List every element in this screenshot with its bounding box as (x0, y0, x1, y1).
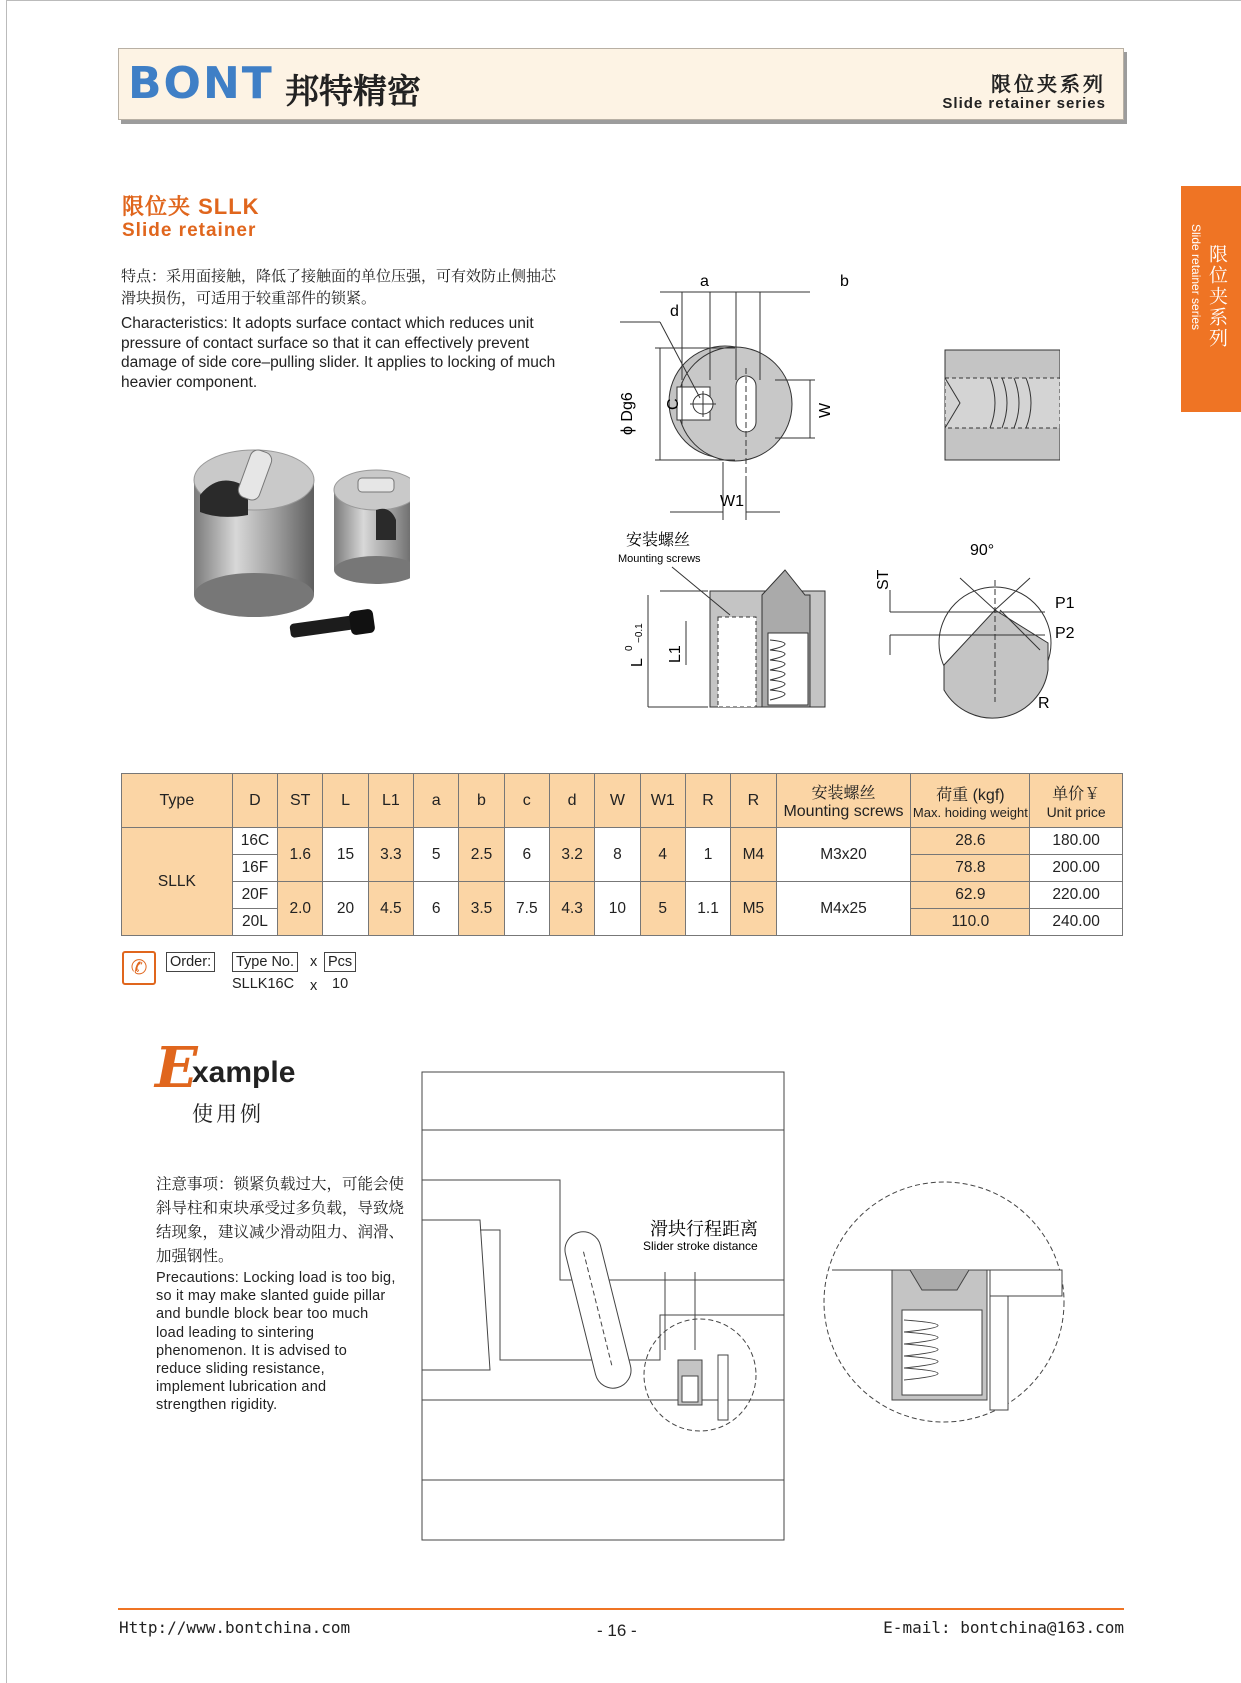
cell-dd: 3.2 (549, 828, 594, 882)
col-load-cn: 荷重 (kgf) (936, 786, 1005, 804)
col-l1: L1 (368, 774, 413, 828)
col-screw-cn: 安装螺丝 (811, 785, 876, 802)
logo: BONT (128, 58, 274, 109)
features-cn: 特点：采用面接触，降低了接触面的单位压强，可有效防止侧抽芯滑块损伤，可适用于较重部件的锁紧。 (121, 268, 557, 307)
dim-label-p2: P2 (1055, 625, 1075, 642)
order-example-qty: 10 (332, 976, 349, 992)
cell-w: 8 (595, 828, 640, 882)
cell-r: 1.1 (685, 882, 730, 936)
phone-icon[interactable]: ✆ (122, 951, 156, 985)
footer-divider (118, 1608, 1124, 1610)
col-w1: W1 (640, 774, 685, 828)
cell-load: 62.9 (911, 882, 1030, 909)
stroke-label-cn: 滑块行程距离 (650, 1219, 758, 1239)
table-header-row (122, 774, 1123, 828)
product-title-en: Slide retainer (122, 220, 257, 241)
side-tab-cn: 限位夹系列 (1206, 244, 1227, 349)
example-title-cn: 使用例 (192, 1103, 264, 1126)
cell-l: 15 (323, 828, 368, 882)
order-pcs: Pcs (324, 952, 356, 972)
dim-label-d: d (670, 303, 679, 320)
dim-label-r: R (1038, 695, 1050, 712)
order-example-type: SLLK16C (232, 976, 295, 992)
col-load-en: Max. hoiding weight (912, 804, 1028, 820)
dim-label-a: a (700, 273, 709, 290)
cell-st: 1.6 (278, 828, 323, 882)
cell-b: 3.5 (459, 882, 504, 936)
cell-d: 16F (232, 855, 277, 882)
cell-d: 20F (232, 882, 277, 909)
features-en: Characteristics: It adopts surface contact which reduces unit pressure of contact surface so that it can effectively prevent damage of side core–pulling slider. It applies to locking of much heavier component. (121, 315, 556, 391)
cell-a: 5 (414, 828, 459, 882)
cell-screw: M3x20 (776, 828, 911, 882)
col-d: D (232, 774, 277, 828)
page-number: - 16 - (597, 1621, 637, 1640)
dim-label-dia: ϕ Dg6 (619, 392, 636, 435)
side-tab[interactable] (1181, 186, 1241, 412)
series-title-en: Slide retainer series (942, 95, 1106, 112)
col-st: ST (278, 774, 323, 828)
cell-dd: 4.3 (549, 882, 594, 936)
page-border-top (6, 0, 1241, 1)
col-r2: R (731, 774, 776, 828)
cell-a: 6 (414, 882, 459, 936)
dim-label-p1: P1 (1055, 595, 1075, 612)
cell-r2: M4 (731, 828, 776, 882)
col-price (1030, 774, 1123, 828)
dim-label-angle: 90° (970, 542, 995, 559)
col-c: c (504, 774, 549, 828)
spec-table (121, 773, 1123, 936)
col-price-en: Unit price (1046, 804, 1106, 820)
cell-c: 6 (504, 828, 549, 882)
dim-label-c: C (665, 398, 682, 410)
cell-l1: 4.5 (368, 882, 413, 936)
dim-label-l-tol-lower: −0.1 (634, 623, 645, 643)
cell-d: 20L (232, 909, 277, 936)
series-title-cn: 限位夹系列 (991, 74, 1106, 96)
screw-label-cn: 安装螺丝 (626, 532, 691, 549)
cell-load: 78.8 (911, 855, 1030, 882)
cell-type: SLLK (122, 828, 233, 936)
page-border (6, 0, 7, 1683)
product-title-cn: 限位夹 SLLK (122, 194, 260, 219)
dim-label-w: W (817, 402, 834, 418)
order-type-no: Type No. (232, 952, 298, 972)
front-section-drawing (610, 525, 840, 715)
dim-label-b: b (840, 273, 849, 290)
footer-url-link[interactable]: Http://www.bontchina.com (119, 1618, 351, 1637)
precautions-cn: 注意事项：锁紧负载过大，可能会使斜导柱和束块承受过多负载，导致烧结现象，建议减少滑动阻力、润滑、加强钢性。 (156, 1176, 405, 1265)
table-row (122, 882, 1123, 909)
dim-label-l: L (629, 658, 646, 667)
cell-c: 7.5 (504, 882, 549, 936)
order-label: Order: (166, 952, 215, 972)
cell-r: 1 (685, 828, 730, 882)
dim-label-w1: W1 (720, 493, 744, 510)
col-price-cn: 单价￥ (1052, 786, 1101, 803)
order-example-x: x (310, 978, 318, 994)
dim-label-st: ST (875, 569, 892, 590)
cell-price: 180.00 (1030, 828, 1123, 855)
col-type: Type (122, 774, 233, 828)
col-w: W (595, 774, 640, 828)
cell-r2: M5 (731, 882, 776, 936)
cell-load: 110.0 (911, 909, 1030, 936)
cell-price: 240.00 (1030, 909, 1123, 936)
col-l: L (323, 774, 368, 828)
cell-l1: 3.3 (368, 828, 413, 882)
col-load (911, 774, 1030, 828)
cell-st: 2.0 (278, 882, 323, 936)
cell-w1: 4 (640, 828, 685, 882)
order-x: x (310, 954, 318, 970)
example-assembly-drawing (420, 1070, 790, 1542)
dim-label-l1: L1 (667, 645, 684, 663)
stroke-label-en: Slider stroke distance (643, 1239, 758, 1253)
cell-b: 2.5 (459, 828, 504, 882)
top-view-drawing (600, 270, 860, 530)
col-a: a (414, 774, 459, 828)
side-section-drawing (940, 345, 1060, 465)
col-screw-en: Mounting screws (783, 803, 904, 820)
table-row (122, 828, 1123, 855)
col-screw (776, 774, 911, 828)
cell-load: 28.6 (911, 828, 1030, 855)
cell-l: 20 (323, 882, 368, 936)
cell-screw: M4x25 (776, 882, 911, 936)
dim-label-l-tol-upper: 0 (624, 645, 635, 651)
precautions-en: Precautions: Locking load is too big, so it may make slanted guide pillar and bundle block bear too much load leading to sintering phenomenon. It is advised to reduce sliding resistance, implement lubrication and strengthen rigidity. (156, 1270, 396, 1414)
product-photo (190, 440, 410, 660)
example-title: xample (192, 1056, 296, 1089)
screw-label-en: Mounting screws (618, 553, 701, 565)
col-dd: d (549, 774, 594, 828)
footer-email-link[interactable]: E-mail: bontchina@163.com (883, 1618, 1124, 1637)
col-r: R (685, 774, 730, 828)
cell-price: 200.00 (1030, 855, 1123, 882)
cell-price: 220.00 (1030, 882, 1123, 909)
cell-d: 16C (232, 828, 277, 855)
head-detail-drawing (870, 530, 1090, 720)
cell-w: 10 (595, 882, 640, 936)
example-detail-drawing (822, 1180, 1067, 1425)
logo-cn: 邦特精密 (285, 72, 421, 112)
side-tab-en: Slide retainer series (1189, 224, 1203, 331)
cell-w1: 5 (640, 882, 685, 936)
col-b: b (459, 774, 504, 828)
example-title-initial: E (155, 1035, 198, 1101)
